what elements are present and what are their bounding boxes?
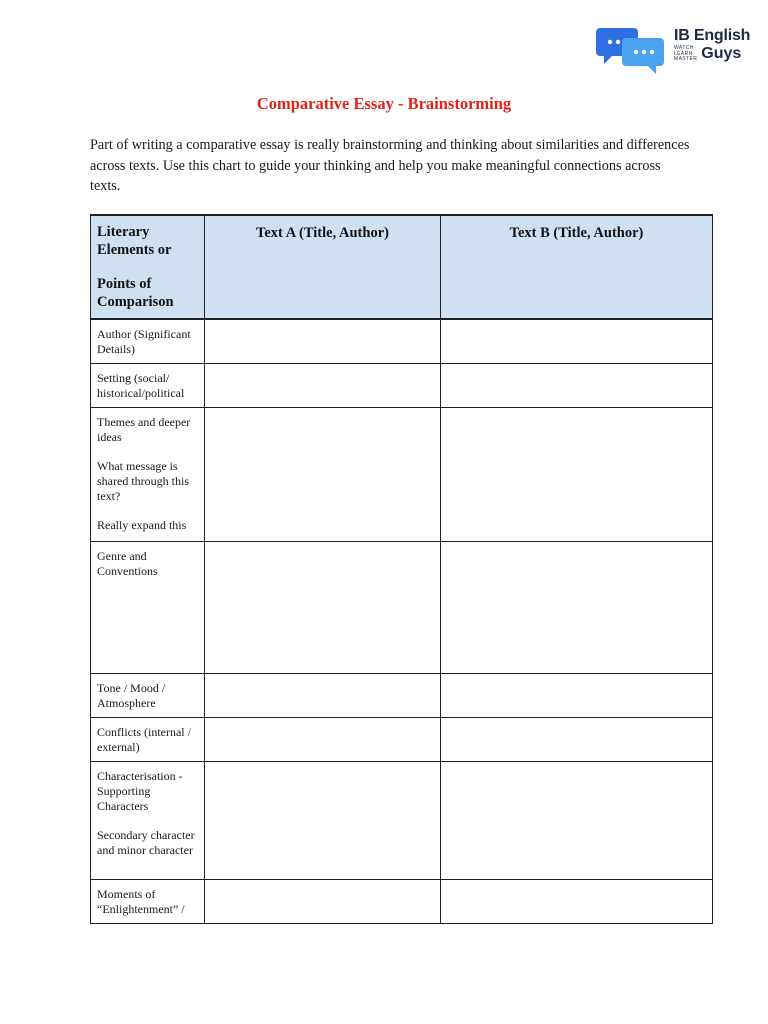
cell-text-b-genre[interactable] (441, 541, 713, 673)
cell-text-b-author[interactable] (441, 319, 713, 363)
table-row (91, 541, 713, 673)
header-text-a: Text A (Title, Author) (205, 215, 441, 319)
brand-logo (592, 18, 752, 78)
comparison-table (90, 214, 713, 924)
logo-text-line2: Guys (701, 45, 742, 63)
cell-text-b-themes[interactable] (441, 407, 713, 541)
table-row (91, 407, 713, 541)
table-row (91, 761, 713, 879)
row-label-themes: Themes and deeper ideas What message is shared through this text? Really expand this (91, 407, 205, 541)
intro-paragraph: Part of writing a comparative essay is really brainstorming and thinking about similarities and differences across texts. Use this chart to guide your thinking and help you make meaningful connections across texts. (90, 137, 690, 194)
cell-text-a-themes[interactable] (205, 407, 441, 541)
cell-text-b-setting[interactable] (441, 363, 713, 407)
cell-text-b-conflicts[interactable] (441, 717, 713, 761)
chat-bubbles-icon (596, 22, 668, 76)
cell-text-a-author[interactable] (205, 319, 441, 363)
document-title: Comparative Essay - Brainstorming (256, 94, 512, 113)
cell-text-b-tone[interactable] (441, 673, 713, 717)
row-label-author: Author (Significant Details) (91, 319, 205, 363)
row-label-enlightenment: Moments of “Enlightenment” / (91, 879, 205, 923)
row-label-setting: Setting (social/ historical/political (91, 363, 205, 407)
logo-text-line1: IB English (674, 27, 751, 44)
cell-text-a-characterisation[interactable] (205, 761, 441, 879)
cell-text-a-enlightenment[interactable] (205, 879, 441, 923)
header-text-b: Text B (Title, Author) (441, 215, 713, 319)
cell-text-a-genre[interactable] (205, 541, 441, 673)
table-row (91, 673, 713, 717)
table-row (91, 717, 713, 761)
logo-tagline: WATCH LEARN MASTER (674, 45, 698, 62)
row-label-tone: Tone / Mood / Atmosphere (91, 673, 205, 717)
table-header-row (91, 215, 713, 319)
row-label-genre: Genre and Conventions (91, 541, 205, 673)
table-row (91, 319, 713, 363)
table-row (91, 879, 713, 923)
row-label-characterisation: Characterisation - Supporting Characters Secondary character and minor character (91, 761, 205, 879)
cell-text-a-conflicts[interactable] (205, 717, 441, 761)
cell-text-a-tone[interactable] (205, 673, 441, 717)
header-points-of-comparison: Literary Elements or Points of Comparison (91, 215, 205, 319)
cell-text-a-setting[interactable] (205, 363, 441, 407)
row-label-conflicts: Conflicts (internal / external) (91, 717, 205, 761)
cell-text-b-enlightenment[interactable] (441, 879, 713, 923)
cell-text-b-characterisation[interactable] (441, 761, 713, 879)
table-row (91, 363, 713, 407)
